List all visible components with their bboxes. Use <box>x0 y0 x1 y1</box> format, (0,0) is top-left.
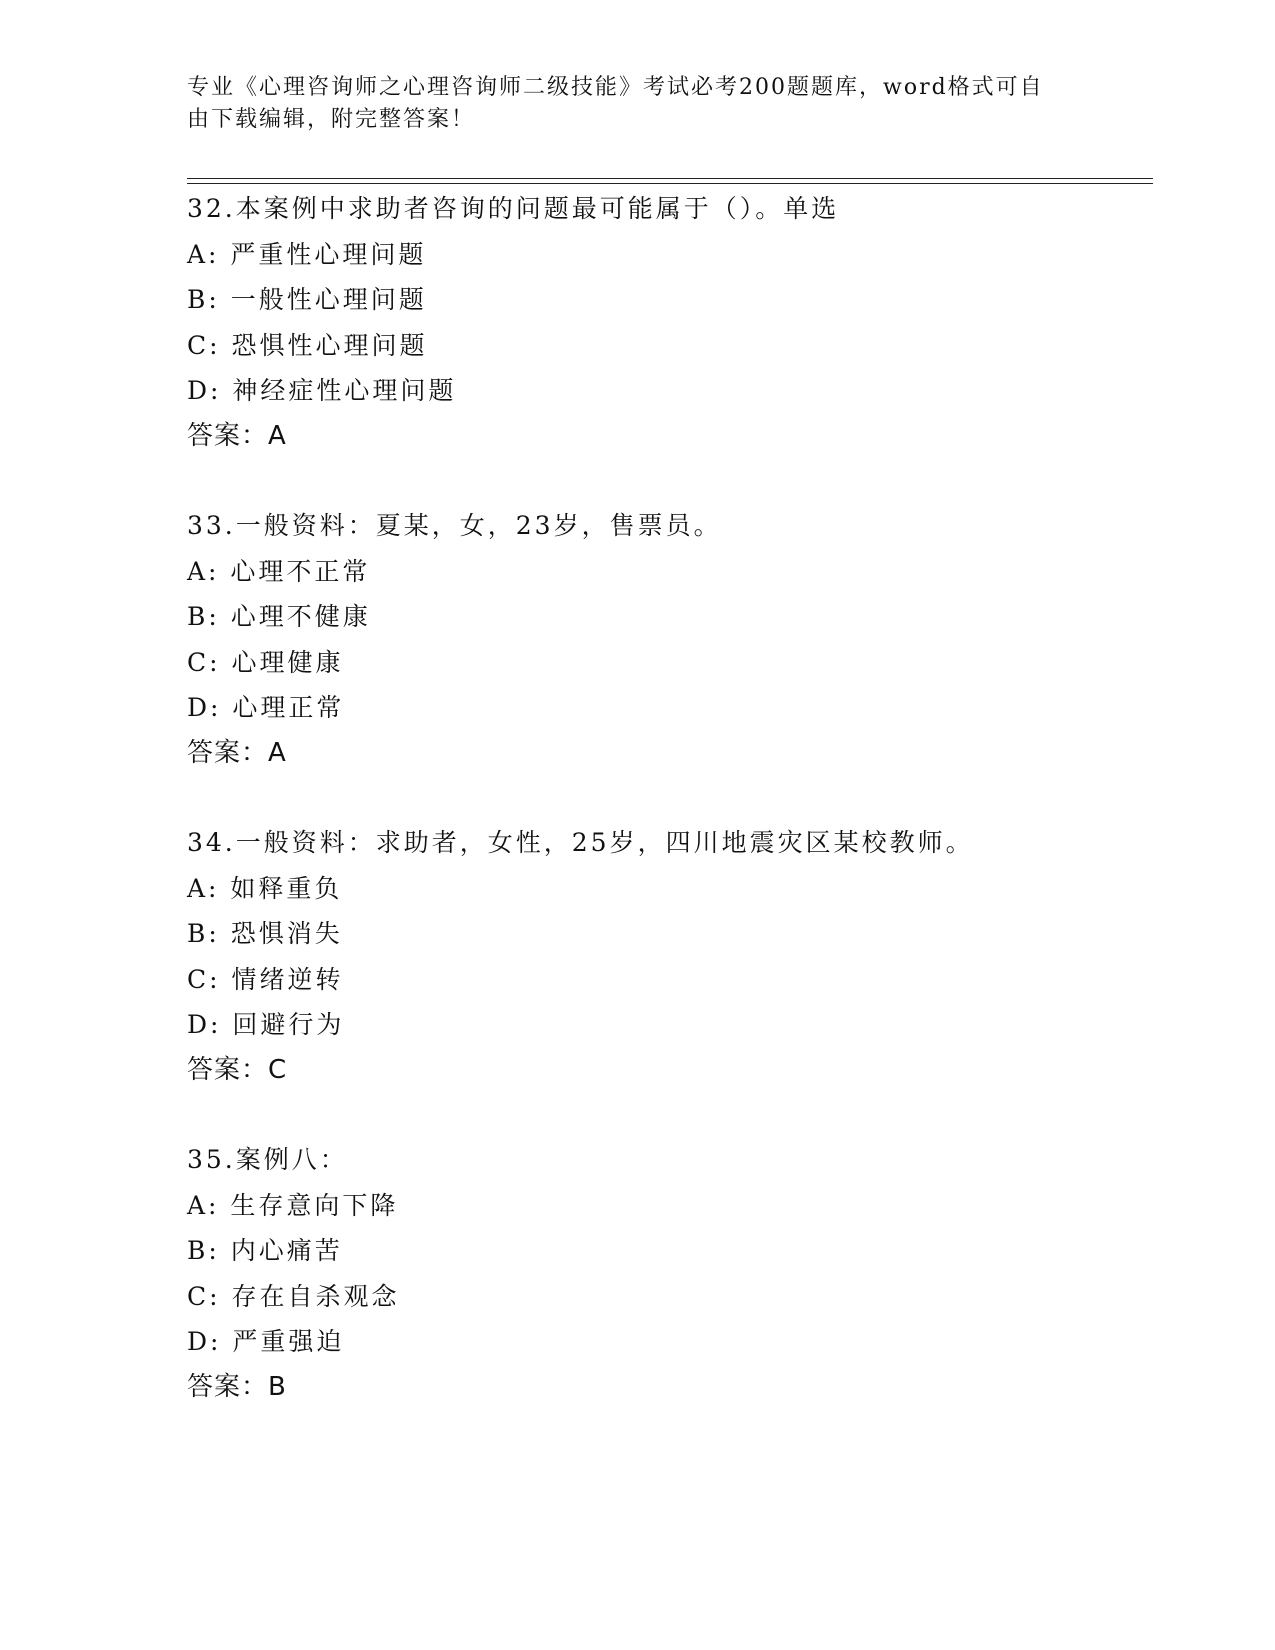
option-c: C: 情绪逆转 <box>187 964 344 994</box>
option-d: D: 心理正常 <box>187 693 345 722</box>
header-line-1: 专业《心理咨询师之心理咨询师二级技能》考试必考200题题库，word格式可自 <box>187 75 1044 100</box>
option-b: B: 内心痛苦 <box>187 1236 343 1265</box>
option-c: C: 存在自杀观念 <box>187 1281 400 1311</box>
option-a: A: 生存意向下降 <box>187 1190 399 1220</box>
option-c: C: 心理健康 <box>187 647 344 677</box>
header-divider-top <box>187 178 1153 179</box>
option-a: A: 严重性心理问题 <box>187 239 427 269</box>
option-b: B: 恐惧消失 <box>187 919 343 948</box>
option-d: D: 神经症性心理问题 <box>187 376 457 405</box>
question-stem: 34.一般资料：求助者，女性，25岁，四川地震灾区某校教师。 <box>187 828 974 857</box>
question-block <box>187 186 1147 459</box>
option-d: D: 回避行为 <box>187 1010 345 1039</box>
question-block <box>187 820 1147 1093</box>
answer-line: 答案：A <box>187 737 287 768</box>
header-divider-bottom <box>187 183 1153 184</box>
question-stem: 35.案例八： <box>187 1145 348 1174</box>
answer-line: 答案：C <box>187 1054 288 1085</box>
header-line-2: 由下载编辑，附完整答案！ <box>187 107 476 132</box>
option-a: A: 心理不正常 <box>187 556 371 586</box>
option-d: D: 严重强迫 <box>187 1327 345 1356</box>
question-stem: 32.本案例中求助者咨询的问题最可能属于（）。单选 <box>187 194 840 223</box>
option-b: B: 一般性心理问题 <box>187 285 427 314</box>
option-c: C: 恐惧性心理问题 <box>187 330 428 360</box>
answer-line: 答案：A <box>187 420 287 451</box>
option-b: B: 心理不健康 <box>187 602 371 631</box>
question-block <box>187 1137 1147 1410</box>
question-stem: 33.一般资料：夏某，女，23岁，售票员。 <box>187 511 722 540</box>
answer-line: 答案：B <box>187 1371 287 1402</box>
document-header <box>187 72 1067 136</box>
question-block <box>187 503 1147 776</box>
option-a: A: 如释重负 <box>187 873 343 903</box>
